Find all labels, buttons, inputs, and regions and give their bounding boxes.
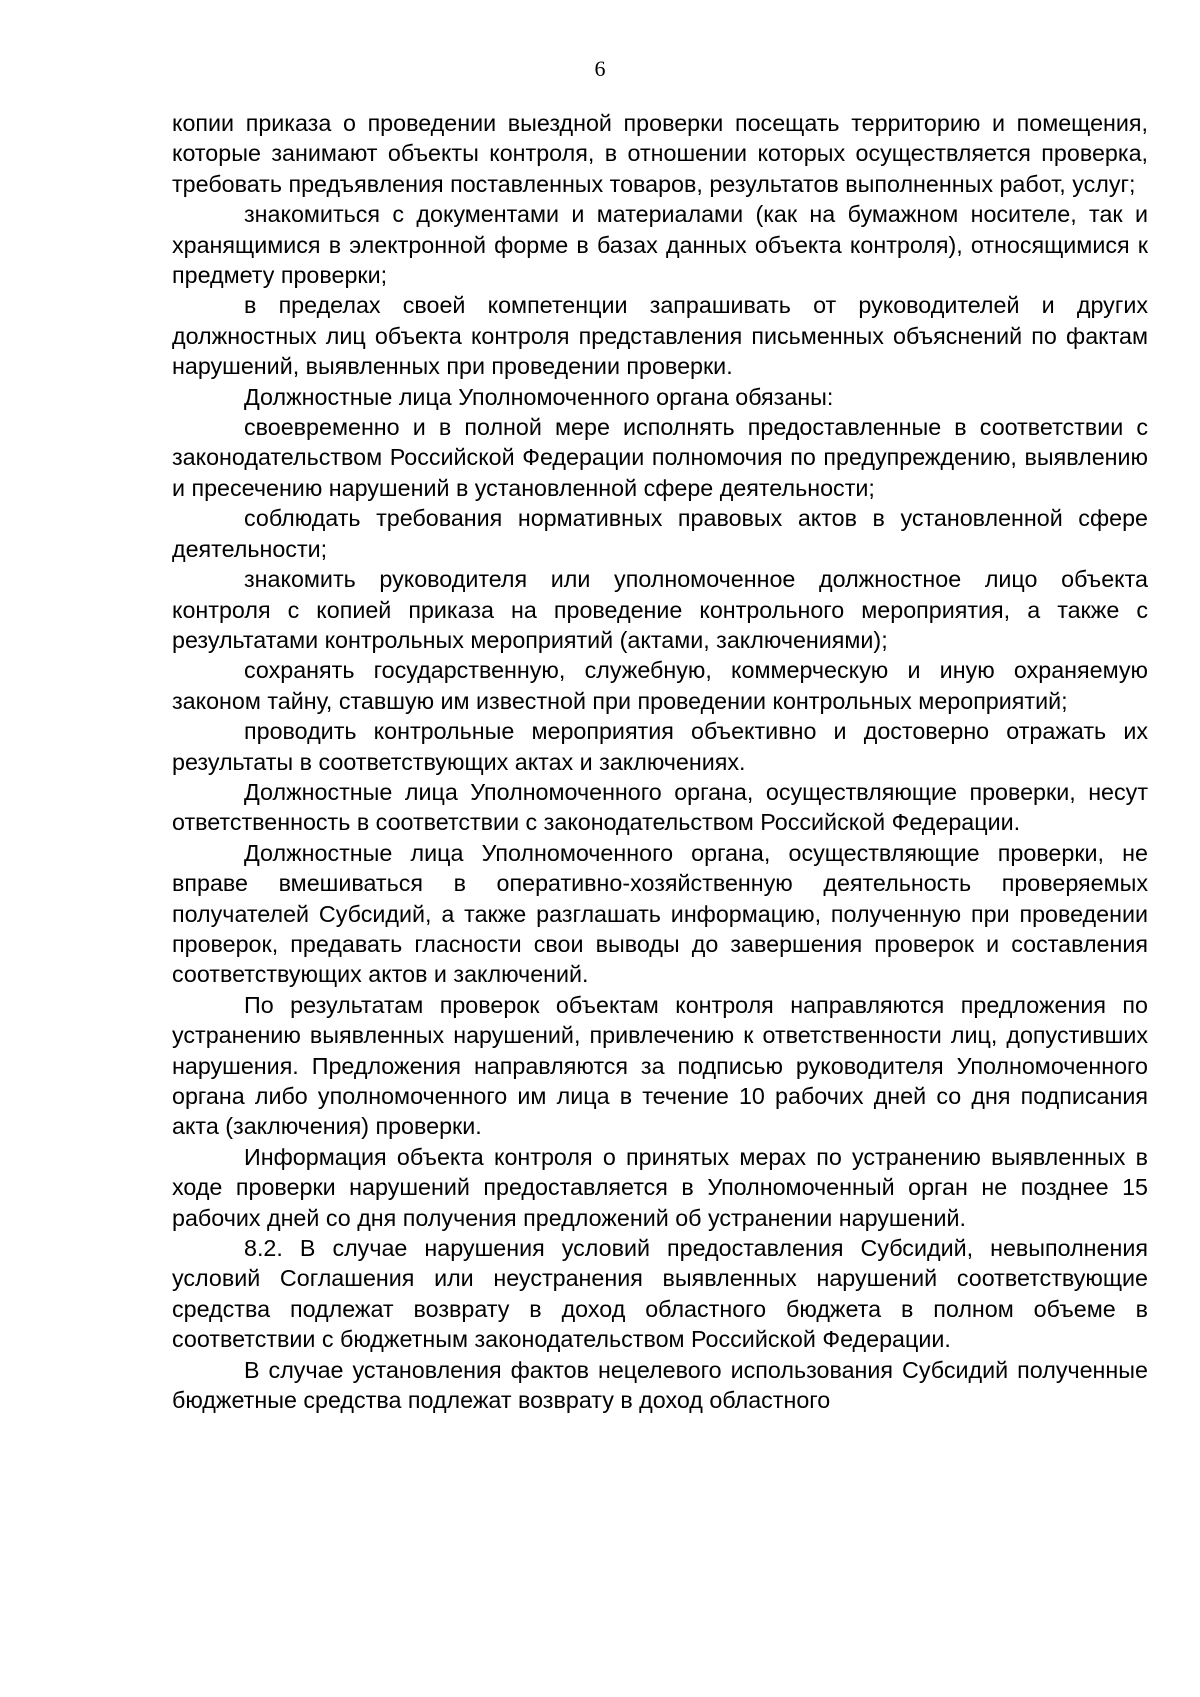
paragraph-duty-objectivity: проводить контрольные мероприятия объективно и достоверно отражать их результаты в соответствующих актах и заключениях.	[172, 718, 1148, 775]
page-number: 6	[594, 56, 606, 81]
paragraph-section-8-2: 8.2. В случае нарушения условий предоставления Субсидий, невыполнения условий Соглашения или неустранения выявленных нарушений соответствующие средства подлежат возврату в доход областного бюджета в полном объеме в соответствии с бюджетным законодательством Российской Федерации.	[172, 1235, 1148, 1353]
paragraph-duty-inform: знакомить руководителя или уполномоченное должностное лицо объекта контроля с копией приказа на проведение контрольного мероприятия, а также с результатами контрольных мероприятий (актами, заключениями);	[172, 566, 1148, 653]
paragraph-misuse-return: В случае установления фактов нецелевого использования Субсидий полученные бюджетные средства подлежат возврату в доход областного	[172, 1356, 1148, 1414]
paragraph-inspection-premises: копии приказа о проведении выездной проверки посещать территорию и помещения, которые занимают объекты контроля, в отношении которых осуществляется проверка, требовать предъявления поставленных товаров, результатов выполненных работ, услуг;	[172, 110, 1148, 197]
paragraph-non-interference: Должностные лица Уполномоченного органа, осуществляющие проверки, не вправе вмешиваться в оперативно-хозяйственную деятельность проверяемых получателей Субсидий, а также разглашать информацию, полученную при проведении проверок, предавать гласности свои выводы до завершения проверок и составления соответствующих актов и заключений.	[172, 839, 1148, 988]
paragraph-duty-comply: соблюдать требования нормативных правовых актов в установленной сфере деятельности;	[172, 505, 1148, 562]
paragraph-request-explanations: в пределах своей компетенции запрашивать от руководителей и других должностных лиц объекта контроля представления письменных объяснений по фактам нарушений, выявленных при проведении проверки.	[172, 292, 1148, 380]
paragraph-duty-secrecy: сохранять государственную, служебную, коммерческую и иную охраняемую законом тайну, ставшую им известной при проведении контрольных мероприятий;	[172, 657, 1148, 714]
paragraph-documents-access: знакомиться с документами и материалами (как на бумажном носителе, так и хранящимися в электронной форме в базах данных объекта контроля), относящимися к предмету проверки;	[172, 201, 1148, 289]
paragraph-duty-exercise-powers: своевременно и в полной мере исполнять предоставленные в соответствии с законодательством Российской Федерации полномочия по предупреждению, выявлению и пресечению нарушений в установленной сфере деятельности;	[172, 414, 1148, 501]
paragraph-proposals: По результатам проверок объектам контроля направляются предложения по устранению выявленных нарушений, привлечению к ответственности лиц, допустивших нарушения. Предложения направляются за подписью руководителя Уполномоченного органа либо уполномоченного им лица в течение 10 рабочих дней со дня подписания акта (заключения) проверки.	[172, 991, 1148, 1140]
paragraph-measures-info: Информация объекта контроля о принятых мерах по устранению выявленных в ходе проверки нарушений предоставляется в Уполномоченный орган не позднее 15 рабочих дней со дня получения предложений об устранении нарушений.	[172, 1143, 1148, 1231]
document-body	[172, 108, 1148, 1415]
paragraph-responsibility: Должностные лица Уполномоченного органа, осуществляющие проверки, несут ответственность в соответствии с законодательством Российской Федерации.	[172, 778, 1148, 836]
paragraph-duties-heading: Должностные лица Уполномоченного органа обязаны:	[244, 383, 834, 410]
